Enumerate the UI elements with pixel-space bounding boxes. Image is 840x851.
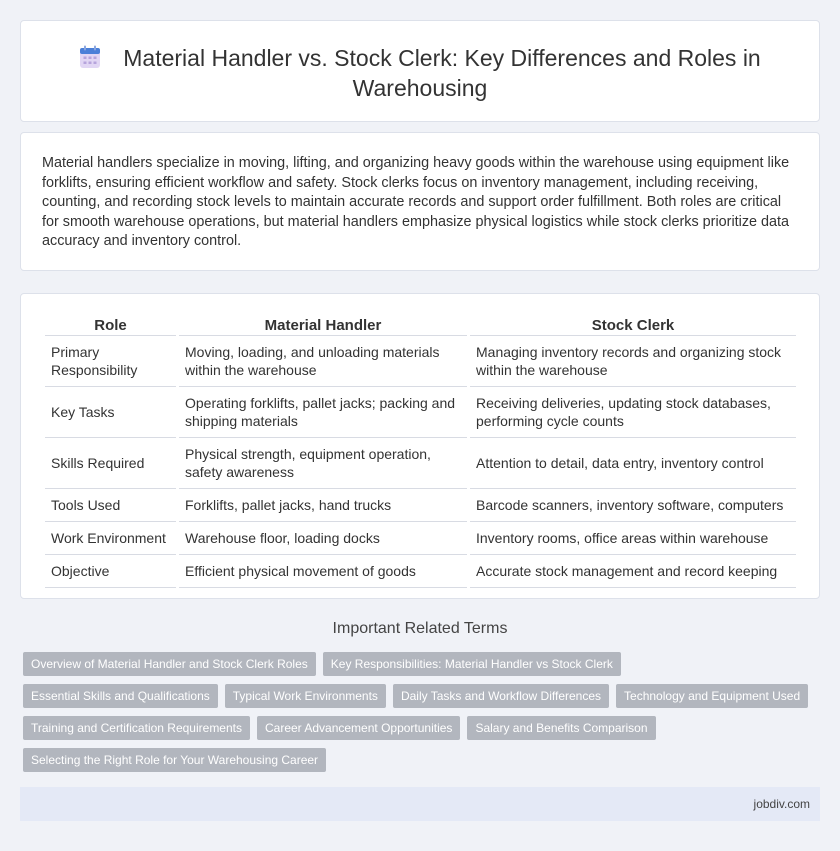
related-term-tag[interactable]: Key Responsibilities: Material Handler vs Stock Clerk — [323, 652, 621, 676]
related-term-tag[interactable]: Career Advancement Opportunities — [257, 716, 460, 740]
related-term-tag[interactable]: Technology and Equipment Used — [616, 684, 808, 708]
related-term-tag[interactable]: Typical Work Environments — [225, 684, 386, 708]
row-label: Objective — [45, 555, 176, 588]
stock-clerk-cell: Receiving deliveries, updating stock databases, performing cycle counts — [470, 387, 796, 438]
material-handler-cell: Efficient physical movement of goods — [179, 555, 467, 588]
intro-card — [20, 132, 820, 271]
table-row — [45, 489, 796, 522]
row-label: Skills Required — [45, 438, 176, 489]
column-header-stock-clerk: Stock Clerk — [470, 315, 796, 336]
stock-clerk-cell: Inventory rooms, office areas within warehouse — [470, 522, 796, 555]
page-title: Material Handler vs. Stock Clerk: Key Differences and Roles in Warehousing — [123, 45, 761, 101]
table-row — [45, 522, 796, 555]
related-term-tag[interactable]: Essential Skills and Qualifications — [23, 684, 218, 708]
comparison-table-card — [20, 293, 820, 599]
material-handler-cell: Warehouse floor, loading docks — [179, 522, 467, 555]
related-term-tag[interactable]: Daily Tasks and Workflow Differences — [393, 684, 609, 708]
calendar-icon — [79, 45, 101, 69]
page-title-wrap — [61, 43, 779, 103]
related-term-tag[interactable]: Overview of Material Handler and Stock Clerk Roles — [23, 652, 316, 676]
row-label: Key Tasks — [45, 387, 176, 438]
material-handler-cell: Operating forklifts, pallet jacks; packing and shipping materials — [179, 387, 467, 438]
comparison-table — [42, 315, 799, 588]
stock-clerk-cell: Managing inventory records and organizing stock within the warehouse — [470, 336, 796, 387]
related-terms-title: Important Related Terms — [332, 620, 508, 637]
stock-clerk-cell: Accurate stock management and record keeping — [470, 555, 796, 588]
row-label: Primary Responsibility — [45, 336, 176, 387]
header-card — [20, 20, 820, 122]
related-term-tag[interactable]: Selecting the Right Role for Your Warehousing Career — [23, 748, 326, 772]
table-row — [45, 387, 796, 438]
material-handler-cell: Physical strength, equipment operation, safety awareness — [179, 438, 467, 489]
material-handler-cell: Forklifts, pallet jacks, hand trucks — [179, 489, 467, 522]
table-header-row — [45, 315, 796, 336]
table-row — [45, 438, 796, 489]
stock-clerk-cell: Barcode scanners, inventory software, computers — [470, 489, 796, 522]
related-terms-list — [23, 652, 820, 780]
footer-site-link[interactable]: jobdiv.com — [753, 797, 810, 811]
column-header-role: Role — [45, 315, 176, 336]
material-handler-cell: Moving, loading, and unloading materials within the warehouse — [179, 336, 467, 387]
footer — [20, 787, 820, 821]
row-label: Tools Used — [45, 489, 176, 522]
table-row — [45, 555, 796, 588]
table-row — [45, 336, 796, 387]
related-term-tag[interactable]: Training and Certification Requirements — [23, 716, 250, 740]
stock-clerk-cell: Attention to detail, data entry, inventory control — [470, 438, 796, 489]
column-header-material-handler: Material Handler — [179, 315, 467, 336]
related-term-tag[interactable]: Salary and Benefits Comparison — [467, 716, 655, 740]
intro-text: Material handlers specialize in moving, lifting, and organizing heavy goods within the warehouse using equipment like forklifts, ensuring efficient workflow and safety. Stock clerks focus on inventory management, including receiving, counting, and recording stock levels to maintain accurate records and support order fulfillment. Both roles are critical for smooth warehouse operations, but material handlers emphasize physical logistics while stock clerks prioritize data accuracy and inventory control. — [42, 155, 790, 250]
row-label: Work Environment — [45, 522, 176, 555]
